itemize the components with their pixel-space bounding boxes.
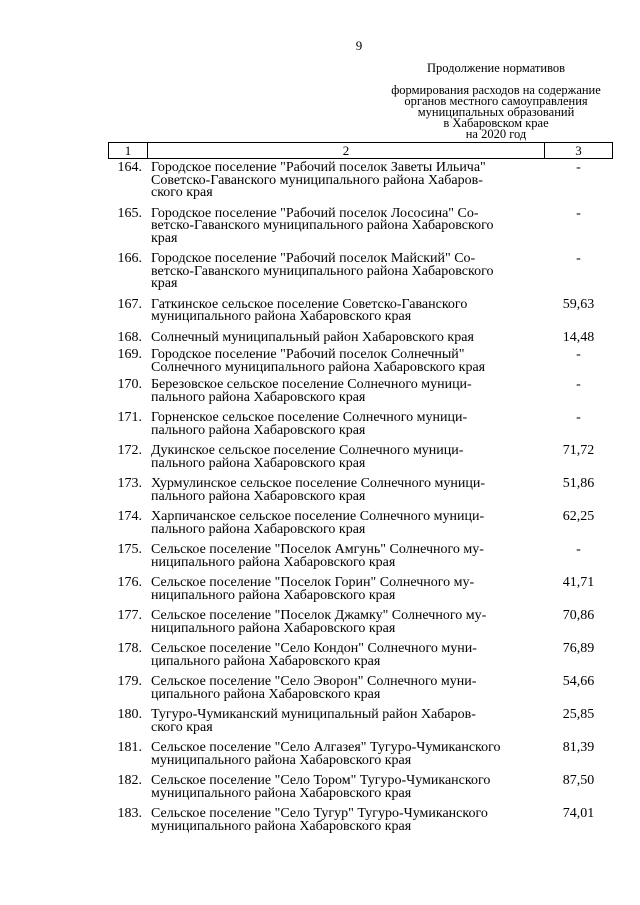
row-value: 71,72 — [562, 443, 595, 458]
row-name-line: Советско-Гаванского муниципального района Хабаров- — [151, 172, 483, 188]
row-name — [151, 676, 521, 701]
row-value: 25,85 — [562, 707, 595, 722]
row-name-line: Березовское сельское поселение Солнечного муници- — [151, 377, 472, 392]
row-name-line: Городское поселение "Рабочий поселок Солнечный" — [151, 347, 465, 362]
row-name-line: Сельское поселение "Поселок Горин" Солнечного му- — [151, 575, 475, 590]
table-row — [108, 808, 612, 833]
row-name-line: муниципального района Хабаровского края — [151, 818, 412, 834]
row-name — [151, 478, 521, 503]
row-name — [151, 205, 521, 246]
table-row — [108, 610, 612, 635]
row-value: 76,89 — [562, 641, 595, 656]
row-number: 170. — [117, 377, 142, 392]
table-row — [108, 676, 612, 701]
table-row — [108, 296, 612, 324]
table-row — [108, 511, 612, 536]
row-number: 173. — [117, 476, 142, 491]
column-header-name: 2 — [148, 143, 545, 158]
row-number: 166. — [117, 251, 142, 266]
header-line: муниципальных образований — [417, 105, 575, 119]
row-name-line: ципального района Хабаровского края — [151, 653, 381, 669]
row-number: 174. — [117, 509, 142, 524]
row-value: - — [576, 205, 581, 221]
row-name-line: Дукинское сельское поселение Солнечного муници- — [151, 443, 464, 458]
row-number: 178. — [117, 641, 142, 656]
table-column-header — [108, 142, 613, 159]
row-name — [151, 742, 521, 767]
row-name-line: ского края — [151, 719, 213, 735]
table-row — [108, 478, 612, 503]
row-name — [151, 709, 521, 734]
row-name-line: ниципального района Хабаровского края — [151, 620, 396, 636]
row-name-line: Солнечный муниципальный район Хабаровского края — [151, 329, 474, 345]
table-row — [108, 742, 612, 767]
row-name — [151, 379, 521, 404]
table-body — [108, 162, 612, 833]
row-value: - — [576, 377, 581, 392]
row-name — [151, 296, 521, 324]
row-number: 177. — [117, 608, 142, 623]
row-name-line: пального района Хабаровского края — [151, 455, 366, 471]
row-number: 181. — [117, 740, 142, 755]
header-line: формирования расходов на содержание — [391, 83, 601, 97]
row-name-line: ветско-Гаванского муниципального района Хабаровского — [151, 218, 494, 233]
row-name-line: муниципального района Хабаровского края — [151, 785, 412, 801]
row-name — [151, 808, 521, 833]
row-name — [151, 511, 521, 536]
row-name-line: Городское поселение "Рабочий поселок Майский" Со- — [151, 251, 476, 266]
row-name-line: муниципального района Хабаровского края — [151, 752, 412, 768]
row-value: 54,66 — [562, 674, 595, 689]
header-line: органов местного самоуправления — [404, 94, 588, 108]
row-name-line: ниципального района Хабаровского края — [151, 554, 396, 570]
row-value: 51,86 — [562, 476, 595, 491]
row-number: 179. — [117, 674, 142, 689]
document-header — [380, 63, 612, 140]
header-line: на 2020 год — [465, 127, 527, 141]
row-number: 172. — [117, 443, 142, 458]
row-name-line: Хурмулинское сельское поселение Солнечного муници- — [151, 476, 485, 491]
row-name-line: муниципального района Хабаровского края — [151, 309, 412, 324]
row-name-line: пального района Хабаровского края — [151, 521, 366, 537]
row-name — [151, 329, 521, 345]
row-number: 167. — [117, 296, 142, 312]
row-name-line: Сельское поселение "Село Эворон" Солнечного муни- — [151, 674, 477, 689]
table-row — [108, 162, 612, 200]
table-row — [108, 205, 612, 246]
row-value: 14,48 — [562, 329, 595, 345]
row-value: - — [576, 160, 581, 175]
row-name — [151, 775, 521, 800]
row-number: 169. — [117, 347, 142, 362]
table-row — [108, 544, 612, 569]
row-name — [151, 643, 521, 668]
row-name — [151, 610, 521, 635]
table-row — [108, 709, 612, 734]
table-row — [108, 412, 612, 437]
row-name — [151, 412, 521, 437]
table-row — [108, 379, 612, 404]
row-name-line: Сельское поселение "Село Тором" Тугуро-Чумиканского — [151, 773, 491, 788]
row-name-line: ветско-Гаванского муниципального района Хабаровского — [151, 263, 494, 279]
row-name-line: Сельское поселение "Поселок Джамку" Солнечного му- — [151, 608, 487, 623]
row-number: 165. — [117, 205, 142, 221]
row-name — [151, 349, 521, 374]
table-row — [108, 349, 612, 374]
header-line: в Хабаровском крае — [443, 116, 549, 130]
row-name-line: Тугуро-Чумиканский муниципальный район Хабаров- — [151, 707, 476, 722]
row-value: - — [576, 410, 581, 425]
row-name-line: пального района Хабаровского края — [151, 389, 366, 405]
row-number: 164. — [117, 160, 142, 175]
row-number: 180. — [117, 707, 142, 722]
page-number: 9 — [355, 38, 363, 53]
row-name-line: Гаткинское сельское поселение Советско-Гаванского — [151, 296, 468, 312]
row-number: 168. — [117, 329, 142, 345]
row-number: 183. — [117, 806, 142, 821]
row-name-line: Сельское поселение "Село Алгазея" Тугуро-Чумиканского — [151, 740, 501, 755]
row-number: 171. — [117, 410, 142, 425]
header-line: Продолжение нормативов — [426, 61, 566, 75]
table-row — [108, 775, 612, 800]
row-value: 59,63 — [562, 296, 595, 312]
row-number: 175. — [117, 542, 142, 557]
row-name-line: Солнечного муниципального района Хабаровского края — [151, 359, 486, 375]
row-number: 182. — [117, 773, 142, 788]
row-name-line: Харпичанское сельское поселение Солнечного муници- — [151, 509, 485, 524]
row-name-line: Сельское поселение "Село Кондон" Солнечного муни- — [151, 641, 477, 656]
row-number: 176. — [117, 575, 142, 590]
row-name — [151, 445, 521, 470]
row-name-line: ского края — [151, 185, 213, 200]
row-name-line: края — [151, 276, 178, 291]
row-value: 74,01 — [562, 806, 595, 821]
table-row — [108, 643, 612, 668]
row-name-line: пального района Хабаровского края — [151, 488, 366, 504]
row-value: 87,50 — [562, 773, 595, 788]
row-name-line: ниципального района Хабаровского края — [151, 587, 396, 603]
row-value: - — [576, 251, 581, 266]
row-name-line: ципального района Хабаровского края — [151, 686, 381, 702]
table-row — [108, 577, 612, 602]
row-name-line: Сельское поселение "Поселок Амгунь" Солнечного му- — [151, 542, 484, 557]
row-name — [151, 253, 521, 291]
row-value: 62,25 — [562, 509, 595, 524]
table-row — [108, 253, 612, 291]
row-name-line: пального района Хабаровского края — [151, 422, 366, 438]
row-value: - — [576, 347, 581, 362]
row-name — [151, 544, 521, 569]
row-value: - — [576, 542, 581, 557]
row-name-line: Городское поселение "Рабочий поселок Заветы Ильича" — [151, 160, 486, 175]
row-value: 70,86 — [562, 608, 595, 623]
row-name-line: Горненское сельское поселение Солнечного муници- — [151, 410, 468, 425]
row-name — [151, 162, 521, 200]
row-name-line: Сельское поселение "Село Тугур" Тугуро-Чумиканского — [151, 806, 488, 821]
column-header-number: 1 — [109, 143, 148, 158]
table-row — [108, 445, 612, 470]
row-name — [151, 577, 521, 602]
row-value: 41,71 — [562, 575, 595, 590]
row-value: 81,39 — [562, 740, 595, 755]
row-name-line: Городское поселение "Рабочий поселок Лососина" Со- — [151, 205, 479, 221]
row-name-line: края — [151, 230, 178, 246]
column-header-value: 3 — [575, 143, 582, 158]
table-row — [108, 329, 612, 345]
